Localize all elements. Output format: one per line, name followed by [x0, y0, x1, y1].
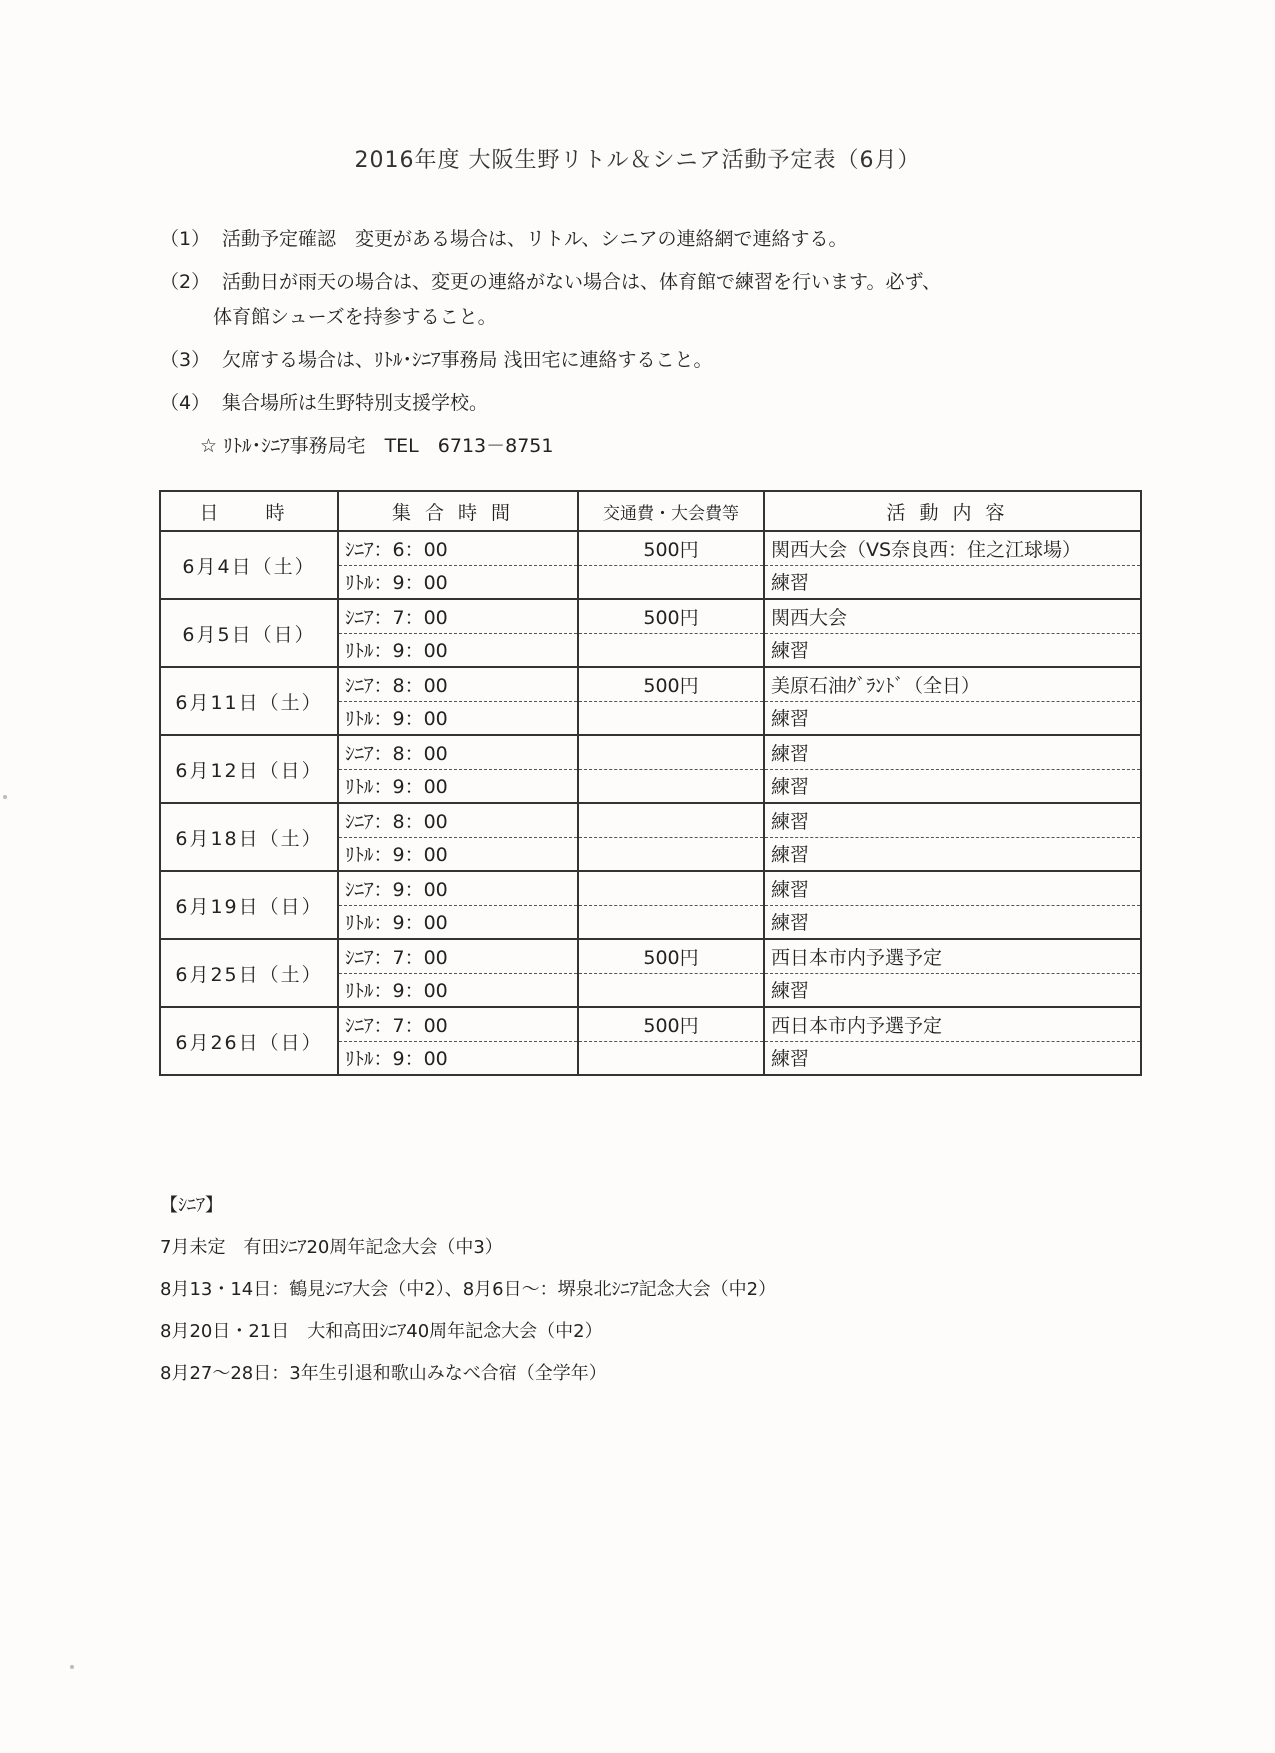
little-time-cell: ﾘﾄﾙ：9：00 — [338, 1041, 578, 1075]
little-fee-cell — [578, 1041, 764, 1075]
little-time-cell: ﾘﾄﾙ：9：00 — [338, 837, 578, 871]
note-text: 活動予定確認 変更がある場合は、リトル、シニアの連絡網で連絡する。 — [222, 228, 848, 250]
date-cell: 6月12日（日） — [160, 735, 338, 803]
date-cell: 6月4日（土） — [160, 531, 338, 599]
senior-fee-cell — [578, 871, 764, 905]
senior-heading: 【ｼﾆｱ】 — [160, 1195, 223, 1216]
little-activity-cell: 練習 — [764, 905, 1141, 939]
little-time-cell: ﾘﾄﾙ：9：00 — [338, 633, 578, 667]
little-activity-cell: 練習 — [764, 1041, 1141, 1075]
little-fee-cell — [578, 769, 764, 803]
little-time-cell: ﾘﾄﾙ：9：00 — [338, 701, 578, 735]
little-time-cell: ﾘﾄﾙ：9：00 — [338, 769, 578, 803]
note-number: （4） — [160, 392, 211, 414]
note-item — [160, 339, 941, 382]
scan-speck — [3, 795, 7, 799]
senior-item: 8月20日・21日 大和高田ｼﾆｱ40周年記念大会（中2） — [160, 1321, 603, 1342]
senior-activity-cell: 練習 — [764, 803, 1141, 837]
header-fee: 交通費・大会費等 — [578, 491, 764, 531]
little-activity-cell: 練習 — [764, 633, 1141, 667]
date-cell: 6月11日（土） — [160, 667, 338, 735]
scan-speck — [70, 1665, 74, 1669]
senior-time-cell: ｼﾆｱ：7：00 — [338, 599, 578, 633]
senior-activity-cell: 練習 — [764, 735, 1141, 769]
little-fee-cell — [578, 565, 764, 599]
senior-activity-cell: 西日本市内予選予定 — [764, 1007, 1141, 1041]
senior-activity-cell: 練習 — [764, 871, 1141, 905]
document-title: 2016年度 大阪生野リトル＆シニア活動予定表（6月） — [354, 148, 921, 173]
notes-list — [160, 218, 941, 468]
schedule-body — [160, 531, 1141, 1075]
little-activity-cell: 練習 — [764, 701, 1141, 735]
date-cell: 6月25日（土） — [160, 939, 338, 1007]
senior-time-cell: ｼﾆｱ：9：00 — [338, 871, 578, 905]
senior-time-cell: ｼﾆｱ：7：00 — [338, 939, 578, 973]
table-row — [160, 531, 1141, 565]
date-cell: 6月26日（日） — [160, 1007, 338, 1075]
senior-fee-cell: 500円 — [578, 939, 764, 973]
little-time-cell: ﾘﾄﾙ：9：00 — [338, 905, 578, 939]
senior-activity-cell: 関西大会 — [764, 599, 1141, 633]
little-activity-cell: 練習 — [764, 973, 1141, 1007]
note-number: （1） — [160, 228, 211, 250]
senior-activity-cell: 西日本市内予選予定 — [764, 939, 1141, 973]
table-row — [160, 667, 1141, 701]
note-text: 活動日が雨天の場合は、変更の連絡がない場合は、体育館で練習を行います。必ず、 — [222, 271, 941, 293]
little-fee-cell — [578, 701, 764, 735]
note-text: 体育館シューズを持参すること。 — [213, 306, 497, 328]
little-fee-cell — [578, 837, 764, 871]
little-fee-cell — [578, 633, 764, 667]
senior-activity-cell: 美原石油ｸﾞﾗﾝﾄﾞ（全日） — [764, 667, 1141, 701]
header-activity: 活動内容 — [764, 491, 1141, 531]
schedule-table — [159, 490, 1142, 1076]
senior-time-cell: ｼﾆｱ：8：00 — [338, 667, 578, 701]
date-cell: 6月18日（土） — [160, 803, 338, 871]
table-header-row — [160, 491, 1141, 531]
little-time-cell: ﾘﾄﾙ：9：00 — [338, 973, 578, 1007]
table-row — [160, 735, 1141, 769]
senior-time-cell: ｼﾆｱ：6：00 — [338, 531, 578, 565]
senior-item: 7月未定 有田ｼﾆｱ20周年記念大会（中3） — [160, 1237, 503, 1258]
table-row — [160, 1007, 1141, 1041]
senior-item: 8月27～28日：3年生引退和歌山みなべ合宿（全学年） — [160, 1363, 607, 1384]
table-row — [160, 599, 1141, 633]
senior-fee-cell — [578, 735, 764, 769]
little-activity-cell: 練習 — [764, 837, 1141, 871]
note-item — [160, 382, 941, 425]
senior-activity-cell: 関西大会（VS奈良西：住之江球場） — [764, 531, 1141, 565]
note-text: 集合場所は生野特別支援学校。 — [222, 392, 489, 414]
senior-fee-cell: 500円 — [578, 599, 764, 633]
note-item — [160, 218, 941, 261]
senior-fee-cell: 500円 — [578, 667, 764, 701]
senior-time-cell: ｼﾆｱ：7：00 — [338, 1007, 578, 1041]
little-activity-cell: 練習 — [764, 769, 1141, 803]
date-cell: 6月5日（日） — [160, 599, 338, 667]
senior-time-cell: ｼﾆｱ：8：00 — [338, 803, 578, 837]
senior-fee-cell: 500円 — [578, 1007, 764, 1041]
table-row — [160, 871, 1141, 905]
little-time-cell: ﾘﾄﾙ：9：00 — [338, 565, 578, 599]
table-row — [160, 939, 1141, 973]
little-activity-cell: 練習 — [764, 565, 1141, 599]
table-row — [160, 803, 1141, 837]
little-fee-cell — [578, 905, 764, 939]
senior-fee-cell: 500円 — [578, 531, 764, 565]
header-time: 集合時間 — [338, 491, 578, 531]
little-fee-cell — [578, 973, 764, 1007]
note-number: （2） — [160, 271, 211, 293]
header-date: 日 時 — [160, 491, 338, 531]
contact-line: ☆ ﾘﾄﾙ･ｼﾆｱ事務局宅 TEL 6713－8751 — [200, 435, 554, 457]
date-cell: 6月19日（日） — [160, 871, 338, 939]
note-text: 欠席する場合は、ﾘﾄﾙ･ｼﾆｱ事務局 浅田宅に連絡すること。 — [222, 349, 713, 371]
senior-time-cell: ｼﾆｱ：8：00 — [338, 735, 578, 769]
note-number: （3） — [160, 349, 211, 371]
senior-section — [160, 1185, 776, 1395]
senior-fee-cell — [578, 803, 764, 837]
senior-item: 8月13・14日：鶴見ｼﾆｱ大会（中2）、8月6日～：堺泉北ｼﾆｱ記念大会（中2） — [160, 1279, 777, 1300]
